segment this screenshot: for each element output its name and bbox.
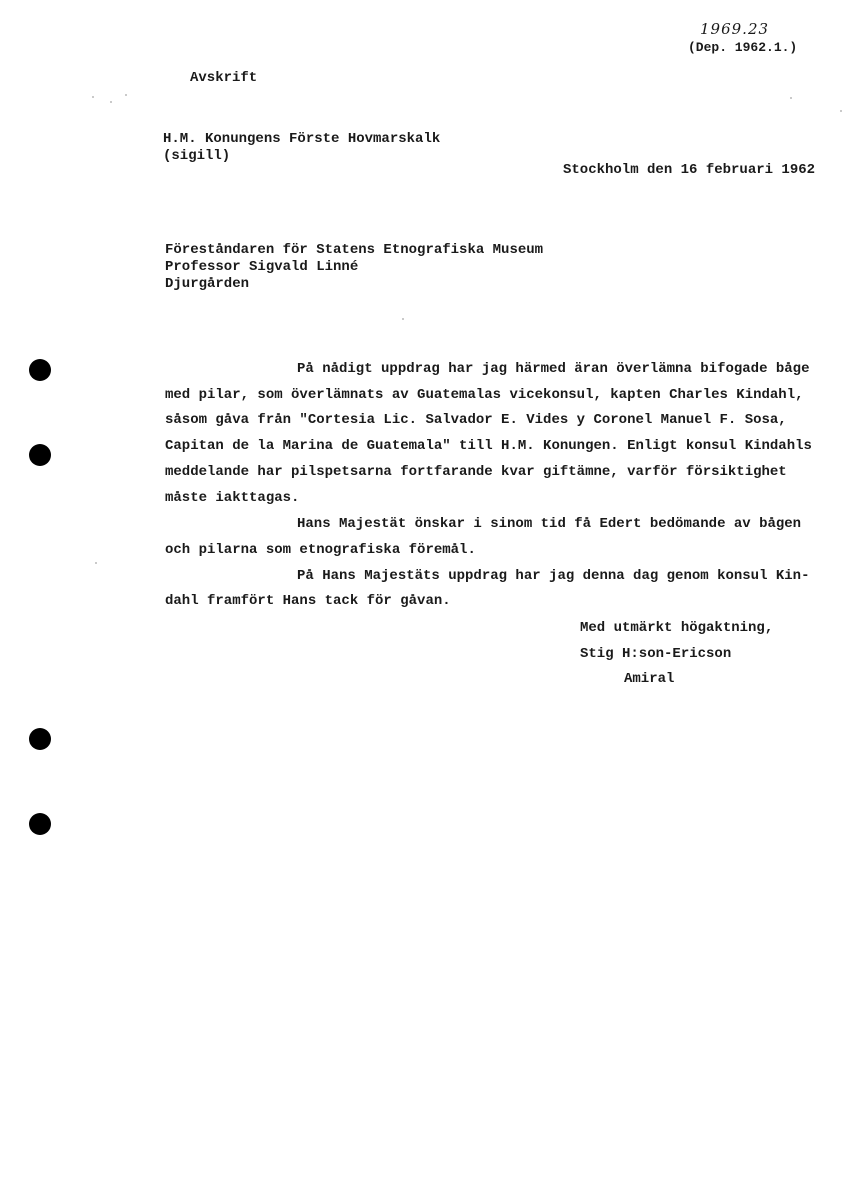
closing-greeting: Med utmärkt högaktning, xyxy=(580,620,774,636)
scan-speck xyxy=(840,110,842,112)
paragraph-1-line: måste iakttagas. xyxy=(165,490,300,506)
punch-hole xyxy=(29,728,51,750)
paragraph-2-line: Hans Majestät önskar i sinom tid få Edert bedömande av bågen xyxy=(297,516,802,532)
paragraph-1-line: Capitan de la Marina de Guatemala" till H.M. Konungen. Enligt konsul Kindahls xyxy=(165,438,812,454)
scan-speck xyxy=(95,562,97,564)
signatory-title: Amiral xyxy=(624,671,675,687)
archive-number-handwritten: 1969.23 xyxy=(700,20,770,38)
place-date: Stockholm den 16 februari 1962 xyxy=(563,162,816,178)
scan-speck xyxy=(110,101,112,103)
scan-speck xyxy=(92,96,94,98)
punch-hole xyxy=(29,359,51,381)
paragraph-1-line: med pilar, som överlämnats av Guatemalas vicekonsul, kapten Charles Kindahl, xyxy=(165,387,804,403)
signatory-name: Stig H:son-Ericson xyxy=(580,646,732,662)
punch-hole xyxy=(29,444,51,466)
scan-speck xyxy=(790,97,792,99)
paragraph-3-line: På Hans Majestäts uppdrag har jag denna dag genom konsul Kin- xyxy=(297,568,810,584)
punch-hole xyxy=(29,813,51,835)
paragraph-1-line: såsom gåva från "Cortesia Lic. Salvador E. Vides y Coronel Manuel F. Sosa, xyxy=(165,412,787,428)
paragraph-1-line: På nådigt uppdrag har jag härmed äran överlämna bifogade båge xyxy=(297,361,810,377)
recipient-line-2: Professor Sigvald Linné xyxy=(165,259,359,275)
archive-reference: (Dep. 1962.1.) xyxy=(688,40,798,55)
recipient-line-3: Djurgården xyxy=(165,276,250,292)
paragraph-3-line: dahl framfört Hans tack för gåvan. xyxy=(165,593,451,609)
sender-seal-note: (sigill) xyxy=(163,148,231,164)
document-heading: Avskrift xyxy=(190,70,258,86)
sender-line-1: H.M. Konungens Förste Hovmarskalk xyxy=(163,131,441,147)
paragraph-2-line: och pilarna som etnografiska föremål. xyxy=(165,542,476,558)
scan-speck xyxy=(125,94,127,96)
scan-speck xyxy=(402,318,404,320)
recipient-line-1: Föreståndaren för Statens Etnografiska Museum xyxy=(165,242,544,258)
paragraph-1-line: meddelande har pilspetsarna fortfarande kvar giftämne, varför försiktighet xyxy=(165,464,787,480)
